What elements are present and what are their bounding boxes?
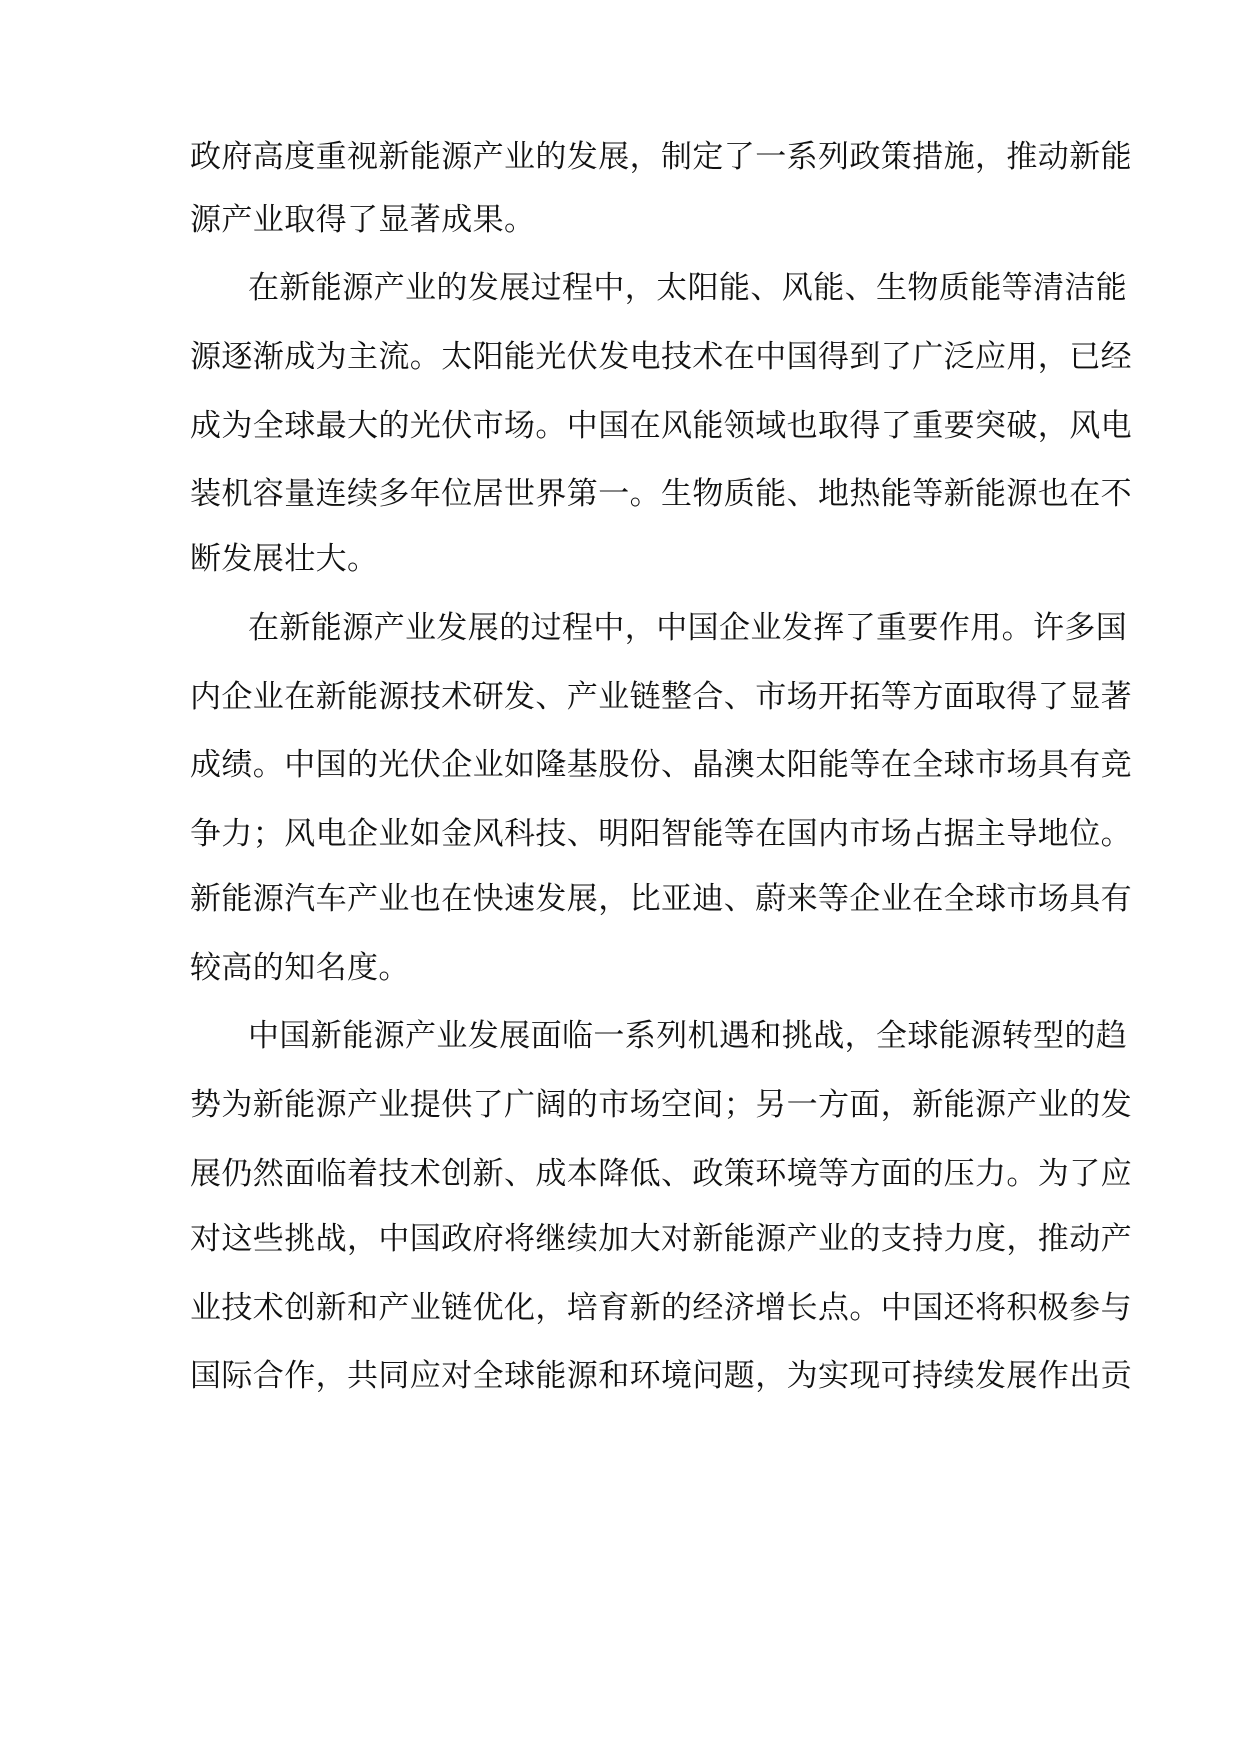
paragraph-2-line-4: 装机容量连续多年位居世界第一。生物质能、地热能等新能源也在不 xyxy=(190,476,1132,512)
paragraph-4-line-5: 业技术创新和产业链优化，培育新的经济增长点。中国还将积极参与 xyxy=(190,1290,1132,1326)
paragraph-1-line-1: 政府高度重视新能源产业的发展，制定了一系列政策措施，推动新能 xyxy=(190,139,1132,175)
paragraph-3-line-3: 成绩。中国的光伏企业如隆基股份、晶澳太阳能等在全球市场具有竞 xyxy=(190,747,1132,783)
paragraph-2-line-5: 断发展壮大。 xyxy=(190,541,379,577)
paragraph-4-line-1: 中国新能源产业发展面临一系列机遇和挑战，全球能源转型的趋 xyxy=(248,1018,1128,1054)
paragraph-4-line-3: 展仍然面临着技术创新、成本降低、政策环境等方面的压力。为了应 xyxy=(190,1156,1132,1192)
paragraph-2-line-2: 源逐渐成为主流。太阳能光伏发电技术在中国得到了广泛应用，已经 xyxy=(190,339,1132,375)
paragraph-1-line-2: 源产业取得了显著成果。 xyxy=(190,202,536,238)
paragraph-3-line-6: 较高的知名度。 xyxy=(190,950,410,986)
paragraph-2-line-1: 在新能源产业的发展过程中，太阳能、风能、生物质能等清洁能 xyxy=(248,270,1128,306)
paragraph-3-line-2: 内企业在新能源技术研发、产业链整合、市场开拓等方面取得了显著 xyxy=(190,679,1132,715)
paragraph-3-line-4: 争力；风电企业如金风科技、明阳智能等在国内市场占据主导地位。 xyxy=(190,816,1132,852)
paragraph-4-line-6: 国际合作，共同应对全球能源和环境问题，为实现可持续发展作出贡 xyxy=(190,1358,1132,1394)
paragraph-4-line-4: 对这些挑战，中国政府将继续加大对新能源产业的支持力度，推动产 xyxy=(190,1221,1132,1257)
paragraph-3-line-1: 在新能源产业发展的过程中，中国企业发挥了重要作用。许多国 xyxy=(248,610,1128,646)
paragraph-2-line-3: 成为全球最大的光伏市场。中国在风能领域也取得了重要突破，风电 xyxy=(190,408,1132,444)
paragraph-4-line-2: 势为新能源产业提供了广阔的市场空间；另一方面，新能源产业的发 xyxy=(190,1087,1132,1123)
paragraph-3-line-5: 新能源汽车产业也在快速发展，比亚迪、蔚来等企业在全球市场具有 xyxy=(190,881,1132,917)
